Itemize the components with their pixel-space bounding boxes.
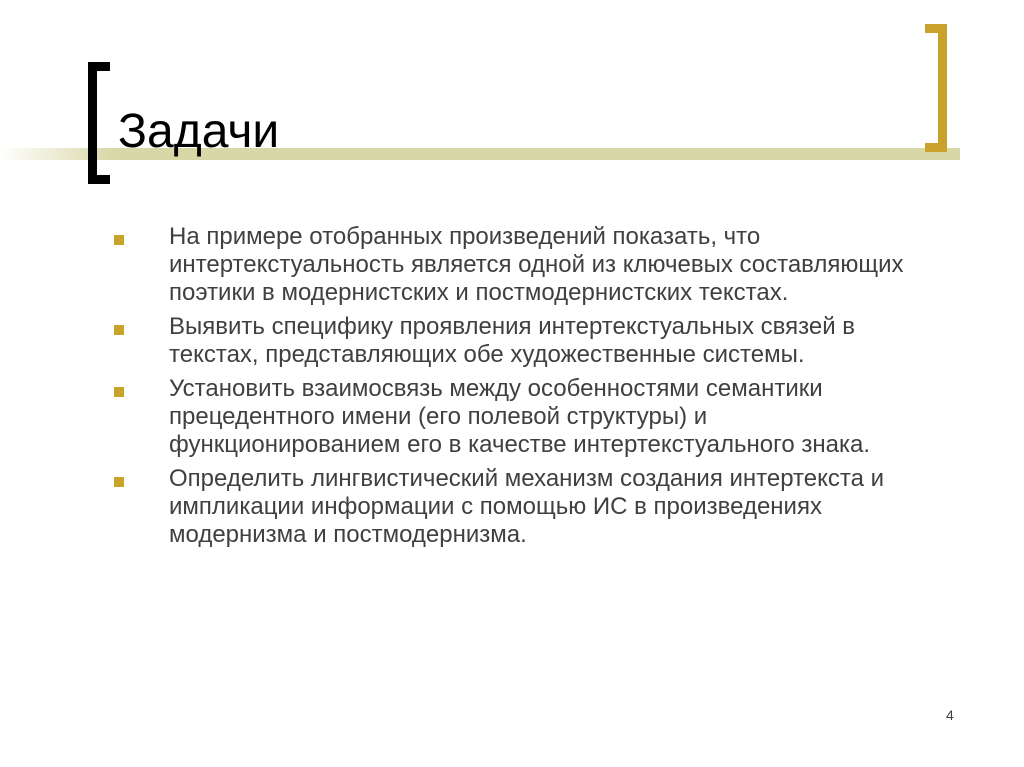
bullet-item xyxy=(110,375,940,459)
bullet-item xyxy=(110,223,940,307)
square-bullet-icon xyxy=(114,477,124,487)
square-bullet-icon xyxy=(114,325,124,335)
bullet-text: Выявить специфику проявления интертекстуальных связей в текстах, представляющих обе художественные системы. xyxy=(169,313,856,368)
bullet-text: На примере отобранных произведений показать, что интертекстуальность является одной из ключевых составляющих поэтики в модернистских и постмодернистских текстах. xyxy=(169,223,904,306)
square-bullet-icon xyxy=(114,387,124,397)
square-bullet-icon xyxy=(114,235,124,245)
bullet-text: Установить взаимосвязь между особенностями семантики прецедентного имени (его полевой структуры) и функционированием его в качестве интертекстуального знака. xyxy=(169,375,871,458)
left-bracket-decoration xyxy=(88,62,110,184)
page-number: 4 xyxy=(946,707,954,723)
bullet-item xyxy=(110,465,940,549)
bullet-text: Определить лингвистический механизм создания интертекста и импликации информации с помощью ИС в произведениях модернизма и постмодернизма. xyxy=(169,465,885,548)
bullet-list xyxy=(110,223,940,555)
right-bracket-decoration xyxy=(925,24,947,152)
bullet-item xyxy=(110,313,940,369)
slide-title: Задачи xyxy=(118,105,280,158)
